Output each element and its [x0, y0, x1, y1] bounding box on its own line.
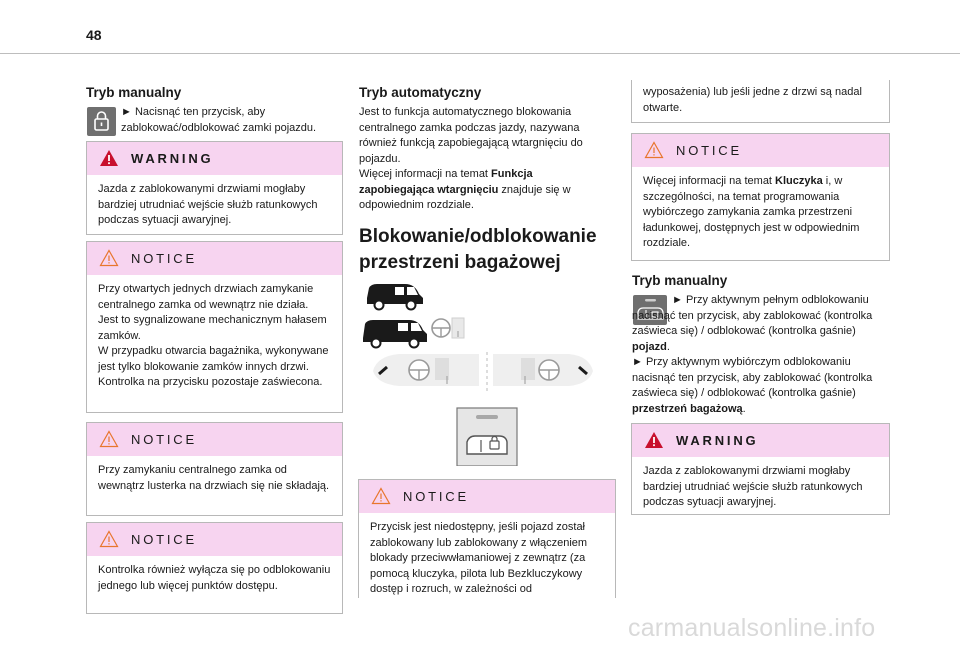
notice-icon: [99, 249, 119, 267]
warning-text: Jazda z zablokowanymi drzwiami mogłaby bardziej utrudniać wejście służb ratunkowych podczas sytuacji awaryjnej.: [98, 183, 318, 226]
cargo-lock-heading-line1: Blokowanie/odblokowanie: [359, 226, 597, 247]
notice-box: [86, 241, 343, 413]
cabin-plan-left-icon: [373, 354, 479, 386]
cargo-lock-illustration: [359, 276, 614, 466]
vehicle-term: pojazd: [632, 340, 667, 353]
cargo-lock-text-end: .: [742, 402, 746, 415]
warning-icon: [644, 431, 664, 449]
notice-title: NOTICE: [131, 251, 197, 266]
notice-icon: [99, 530, 119, 548]
cargo-lock-button-panel-icon: [457, 408, 517, 466]
warning-icon: [99, 149, 119, 167]
auto-mode-more-info-end: znajduje się w odpowiednim rozdziale.: [359, 183, 571, 211]
cargo-lock-text: ► Przy aktywnym wybiórczym odblokowaniu nacisnąć ten przycisk, aby zablokować (kontrolka zaświeca się) / odblokować (kontrolka gaśnie): [632, 356, 873, 399]
steering-wheel-icon: [432, 319, 450, 337]
notice-icon: [371, 487, 391, 505]
warning-text: Jazda z zablokowanymi drzwiami mogłaby bardziej utrudniać wejście służb ratunkowych podczas sytuacji awaryjnej.: [643, 465, 863, 508]
lock-instruction: ► Nacisnąć ten przycisk, aby zablokować/odblokować zamki pojazdu.: [121, 106, 317, 134]
vehicle-lock-instruction: [632, 293, 888, 417]
notice-icon: [644, 141, 664, 159]
notice-text: Kontrolka również wyłącza się po odblokowaniu jednego lub więcej punktów dostępu.: [98, 564, 331, 592]
notice-title: NOTICE: [676, 143, 742, 158]
warning-box: [86, 141, 343, 235]
notice-box: [358, 479, 616, 598]
notice-text: Przycisk jest niedostępny, jeśli pojazd został zablokowany lub zablokowany z włączeniem blokady przeciwwłamaniowej z zewnątrz (za pomocą kluczyka, pilota lub Bezkluczykowy dostęp i rozruch, w zależności od: [370, 521, 588, 595]
notice-title: NOTICE: [131, 432, 197, 447]
vehicle-lock-text: ► Przy aktywnym pełnym odblokowaniu nacisnąć ten przycisk, aby zablokować (kontrolka zaświeca się) / odblokować (kontrolka gaśnie): [632, 294, 873, 337]
watermark: carmanualsonline.info: [628, 614, 876, 642]
cargo-area-term: przestrzeń bagażową: [632, 402, 743, 415]
notice-title: NOTICE: [403, 489, 469, 504]
anti-intrusion-reference: Funkcja zapobiegająca wtargnięciu: [359, 168, 533, 196]
key-info-lead: Więcej informacji na temat: [643, 175, 776, 187]
auto-mode-more-info: Więcej informacji na temat: [359, 168, 492, 180]
notice-text: Przy zamykaniu centralnego zamka od wewnątrz lusterka na drzwiach się nie składają.: [98, 464, 330, 492]
notice-box: [86, 522, 343, 614]
top-divider: [0, 53, 960, 54]
warning-box: [631, 423, 890, 515]
manual-mode-heading: Tryb manualny: [632, 273, 728, 288]
lock-button-icon: [87, 107, 116, 136]
notice-continued-text: wyposażenia) lub jeśli jedne z drzwi są nadal otwarte.: [643, 86, 862, 114]
warning-title: WARNING: [676, 433, 759, 448]
cargo-lock-heading: [359, 224, 597, 276]
van-long-icon: [363, 320, 427, 348]
notice-title: NOTICE: [131, 532, 197, 547]
notice-box: [631, 133, 890, 261]
van-short-icon: [367, 284, 423, 310]
warning-title: WARNING: [131, 151, 214, 166]
notice-box-continued: [631, 80, 890, 123]
notice-box: [86, 422, 343, 516]
notice-text: [632, 167, 889, 252]
page-number: 48: [86, 27, 102, 43]
cabin-plan-right-icon: [493, 354, 593, 386]
auto-mode-heading: Tryb automatyczny: [359, 85, 482, 100]
notice-icon: [99, 430, 119, 448]
manual-mode-heading: Tryb manualny: [86, 85, 182, 100]
notice-text: Przy otwartych jednych drzwiach zamykanie centralnego zamka od wewnątrz nie działa. Jest to sygnalizowane mechanicznym hałasem zamków. W przypadku otwarcia bagażnika, wykonywane jest tylko blokowanie zamków innych drzwi. Kontrolka na przycisku pozostaje zaświecona.: [98, 283, 329, 388]
cargo-lock-instruction: [632, 355, 888, 417]
key-info-rest: i, w szczególności, na temat programowania wybiórczego zamykania zamka przestrzeni ładunkowej, dostępnych jest w odpowiednim rozdziale.: [643, 175, 860, 249]
cargo-lock-heading-line2: przestrzeni bagażowej: [359, 252, 561, 273]
auto-mode-text: [359, 105, 609, 214]
key-reference: Kluczyka: [775, 175, 823, 187]
auto-mode-para: Jest to funkcja automatycznego blokowania centralnego zamka podczas jazdy, nazywana również funkcją zapobiegającą wtargnięciu do pojazdu.: [359, 106, 583, 165]
vehicle-lock-text-end: .: [666, 340, 670, 353]
